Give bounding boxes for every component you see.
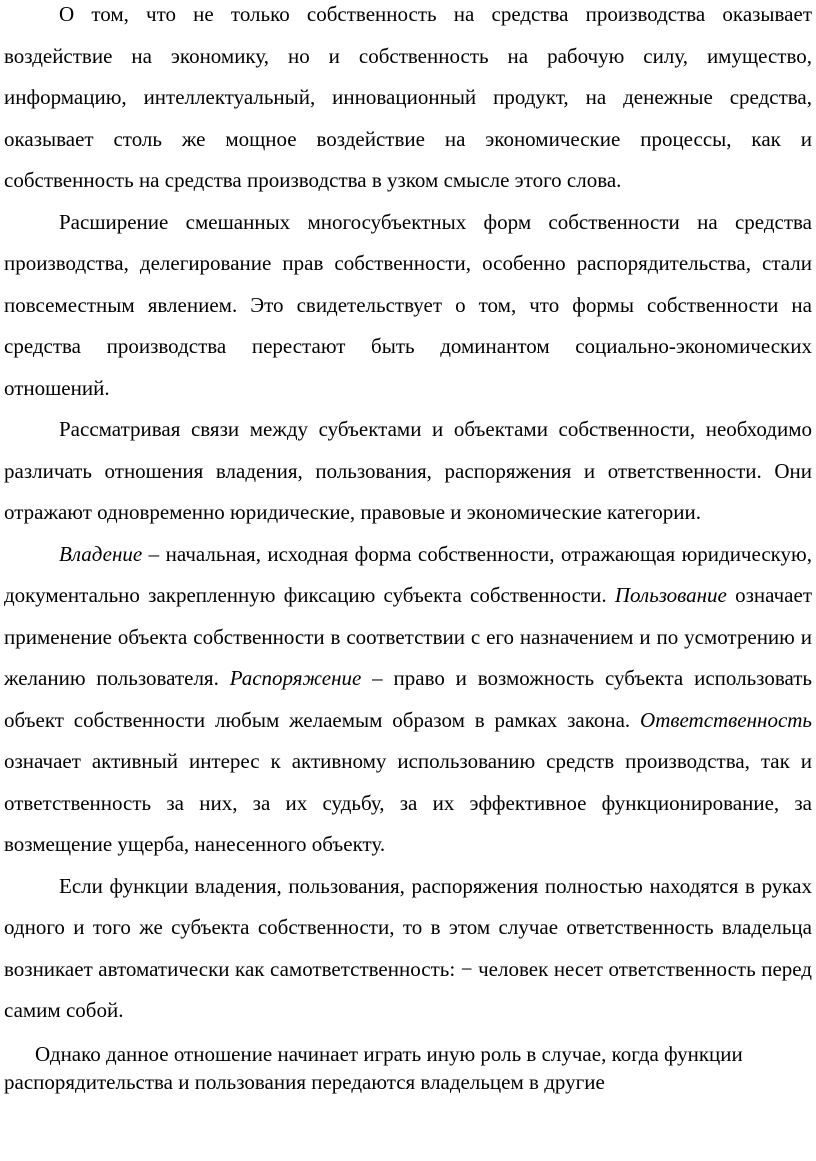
term-use: Пользование [614,583,727,607]
term-disposal: Распоряжение [229,666,362,690]
paragraph-self-responsibility: Если функции владения, пользования, распоряжения полностью находятся в руках одного и того же субъекта собственности, то в этом случае ответственность владельца возникает автоматически как самответственность: − человек несет ответственность перед самим собой. [4,873,812,1022]
definition-responsibility: означает активный интерес к активному использованию средств производства, так и ответственность за них, за их судьбу, за их эффективное функционирование, за возмещение ущерба, нанесенного объекту. [4,749,812,856]
term-responsibility: Ответственность [640,707,812,732]
term-possession: Владение [59,541,143,566]
paragraph-ownership-impact: О том, что не только собственность на средства производства оказывает воздействие на экономику, но и собственность на рабочую силу, имущество, информацию, интеллектуальный, инновационный продукт, на денежные средства, оказывает столь же мощное воздействие на экономические процессы, как и собственность на средства производства в узком смысле этого слова. [4,2,812,192]
paragraph-mixed-forms: Расширение смешанных многосубъектных форм собственности на средства производства, делегирование прав собственности, особенно распорядительства, стали повсеместным явлением. Это свидетельствует о том, что формы собственности на средства производства перестают быть доминантом социально-экономических отношений. [4,209,812,400]
definition-possession: – начальная, исходная форма собственности, отражающая юридическую, документально закрепленную фиксацию субъекта собственности. [4,541,812,607]
paragraph-relations: Рассматривая связи между субъектами и объектами собственности, необходимо различать отношения владения, пользования, распоряжения и ответственности. Они отражают одновременно юридические, правовые и экономические категории. [4,417,812,524]
definition-use: означает применение объекта собственности в соответствии с его назначением и по усмотрению и желанию пользователя. [4,583,813,690]
definition-disposal: – право и возможность субъекта использовать объект собственности любым желаемым образом в рамках закона. [4,666,812,732]
paragraph-delegation: Однако данное отношение начинает играть иную роль в случае, когда функции распорядительства и пользования передаются владельцем в другие [4,1041,743,1094]
paragraph-definitions [4,534,812,866]
